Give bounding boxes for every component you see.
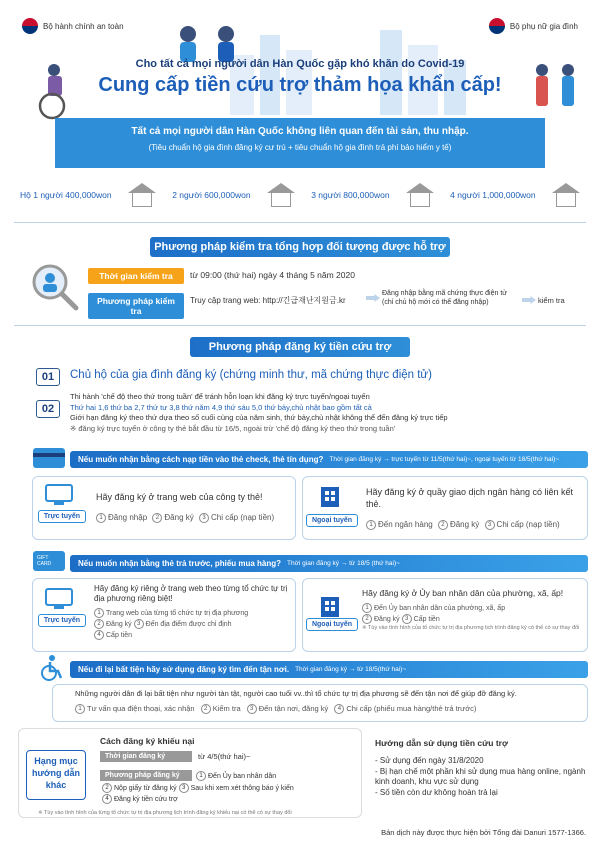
disabled-text: Những người dân đi lại bất tiện như người tàn tật, người cao tuổi vv..thì tổ chức tự trị địa phương sẽ đến tận nơi để giúp đỡ đăng ký. [75, 689, 517, 698]
register-section-title: Phương pháp đăng ký tiền cứu trợ [190, 337, 410, 357]
step: Đến ngân hàng [378, 520, 433, 530]
check-login-text: Đăng nhập bằng mã chứng thực điện tử [382, 290, 507, 297]
household-amounts [20, 175, 580, 215]
card-offline-label: Ngoại tuyến [306, 514, 358, 527]
card-band [70, 451, 588, 468]
disabled-band [70, 661, 588, 678]
step: Đến tận nơi, đăng ký [258, 704, 329, 713]
appeal-time-value: từ 4/5(thứ hai)~ [198, 752, 251, 761]
step: Đến Ủy ban nhân dân [208, 773, 277, 780]
list-item: - Số tiền còn dư không hoàn trả lại [375, 787, 498, 797]
gift-offline-steps: 1 Đến Ủy ban nhân dân của phường, xã, ấp 2 Đăng ký 3 Cấp tiền ※ Tùy vào tình hình của tổ chức tự trị địa phương lịch trình đăng ký có thể có sự thay đổi [362, 603, 584, 632]
disabled-band-title: Nếu đi lại bất tiện hãy sử dụng đăng ký tìm đến tận nơi. [78, 665, 290, 674]
divider [14, 222, 586, 223]
house-icon [406, 183, 434, 207]
disabled-steps: 1 Tư vấn qua điện thoại, xác nhận 2 Kiểm tra 3 Đến tận nơi, đăng ký 4 Chi cấp (phiếu mua hàng/thẻ trả trước) [75, 704, 476, 714]
check-method-value: Truy cập trang web: http://긴급재난지원금.kr [190, 296, 346, 305]
step: Đăng ký [449, 520, 480, 530]
appeal-method-label: Phương pháp đăng ký [100, 770, 192, 781]
step: Tư vấn qua điện thoại, xác nhận [87, 704, 195, 713]
divider [14, 325, 586, 326]
gift-offline-label: Ngoại tuyến [306, 618, 358, 631]
step: Sau khi xem xét thông báo ý kiến [190, 785, 294, 792]
eligibility-line1: Tất cả mọi người dân Hàn Quốc không liên quan đến tài sản, thu nhập. [131, 126, 469, 137]
svg-text:CARD: CARD [37, 561, 52, 567]
step: Chi cấp (nạp tiền) [210, 513, 275, 523]
step: Đăng nhập [108, 513, 148, 523]
check-time-label: Thời gian kiểm tra [88, 268, 184, 284]
right-org-name: Bộ phụ nữ gia đình [509, 21, 578, 31]
government-building-icon [318, 594, 342, 618]
check-section-title: Phương pháp kiểm tra tổng hợp đối tượng được hỗ trợ [150, 237, 450, 257]
step: Cấp tiền [106, 631, 133, 639]
household-2: 2 người 600,000won [172, 190, 251, 200]
step-number-02: 02 [36, 400, 60, 418]
step: Cấp tiền [413, 615, 440, 623]
usage-heading: Hướng dẫn sử dụng tiền cứu trợ [375, 738, 509, 748]
card-online-label: Trực tuyến [38, 510, 86, 523]
credit-card-icon [32, 447, 66, 469]
appeal-time-label: Thời gian đăng ký [100, 751, 192, 762]
household-4: 4 người 1,000,000won [450, 190, 536, 200]
card-band-title: Nếu muốn nhận bằng cách nạp tiền vào thẻ check, thẻ tín dụng? [78, 455, 324, 464]
check-method-label: Phương pháp kiểm tra [88, 293, 184, 319]
disabled-band-sub: Thời gian đăng ký → từ 18/5(thứ hai)~ [295, 666, 407, 673]
step: Chi cấp (phiếu mua hàng/thẻ trả trước) [346, 704, 477, 713]
svg-text:GIFT: GIFT [37, 555, 49, 561]
step: Đến địa điểm được chỉ định [145, 620, 232, 628]
check-login-note: (chỉ chủ hộ mới có thể đăng nhập) [382, 299, 489, 306]
step: Nộp giấy từ đăng ký [114, 785, 177, 792]
step: Đăng ký [106, 620, 132, 628]
government-emblem-icon [22, 18, 38, 34]
step: Trang web của từng tổ chức tự trị địa phương [106, 609, 249, 617]
left-org-logo [22, 18, 124, 34]
check-time-value: từ 09:00 (thứ hai) ngày 4 tháng 5 năm 2020 [190, 270, 355, 280]
gift-band-title: Nếu muốn nhận bằng thẻ trả trước, phiếu mua hàng? [78, 559, 282, 568]
register-item1: Chủ hộ của gia đình đăng ký (chứng minh thư, mã chứng thực điện tử) [70, 369, 432, 381]
register-item2-line4: ※ đăng ký trực tuyến ở công ty thẻ bắt đầu từ 16/5, ngoài trừ 'chế độ đăng ký theo thứ trong tuần' [70, 423, 396, 433]
card-online-text: Hãy đăng ký ở trang web của công ty thẻ! [96, 492, 263, 502]
step: Đăng ký [374, 615, 400, 623]
check-login-step [382, 289, 507, 307]
appeal-steps: 1 Đến Ủy ban nhân dân [196, 771, 276, 782]
register-item2-line2: Thứ hai 1,6 thứ ba 2,7 thứ tư 3,8 thứ năm 4,9 thứ sáu 5,0 thứ bảy,chủ nhật bao gồm tất cả [70, 402, 372, 412]
card-offline-text: Hãy đăng ký ở quầy giao dịch ngân hàng có liên kết thẻ. [366, 487, 574, 509]
household-3: 3 người 800,000won [311, 190, 390, 200]
register-item2-line3: Giới hạn đăng ký theo thứ dựa theo số cuối cùng của năm sinh, thứ bảy,chủ nhật không thể đến đăng ký trực tiếp [70, 413, 448, 422]
right-org-logo [489, 18, 578, 34]
hero-subtitle: Cho tất cả mọi người dân Hàn Quốc gặp khó khăn do Covid-19 [135, 58, 465, 70]
computer-icon [44, 484, 74, 506]
left-org-name: Bộ hành chính an toàn [43, 21, 124, 31]
list-item: - Sử dụng đến ngày 31/8/2020 [375, 756, 484, 765]
register-item2 [70, 392, 590, 434]
wheelchair-icon [38, 654, 66, 682]
gift-band [70, 555, 588, 572]
gift-online-label: Trực tuyến [38, 614, 86, 627]
house-icon [267, 183, 295, 207]
eligibility-line2: (Tiêu chuẩn hộ gia đình đăng ký cư trú + tiêu chuẩn hộ gia đình trả phí bảo hiểm y tế) [148, 143, 452, 152]
magnifier-person-icon [28, 262, 82, 312]
usage-list [375, 756, 587, 798]
card-band-sub: Thời gian đăng ký → trực tuyến từ 11/5(thứ hai)~, ngoại tuyến từ 18/5(thứ hai)~ [329, 456, 560, 463]
appeal-heading: Cách đăng ký khiếu nại [100, 736, 195, 746]
register-item2-line1: Thi hành 'chế độ theo thứ trong tuần' để tránh hỗn loạn khi đăng ký trực tuyến/ngoại tuyến [70, 392, 370, 401]
government-emblem-icon [489, 18, 505, 34]
hero-title: Cung cấp tiền cứu trợ thảm họa khẩn cấp! [98, 74, 502, 96]
gift-online-steps: 1 Trang web của từng tổ chức tự trị địa phương 2 Đăng ký 3 Đến địa điểm được chỉ định 4 Cấp tiền [94, 608, 290, 641]
house-icon [552, 183, 580, 207]
step: Kiểm tra [212, 704, 241, 713]
step: Đăng ký [164, 513, 194, 523]
step-number-01: 01 [36, 368, 60, 386]
hero [0, 58, 600, 97]
gift-card-icon [32, 550, 66, 572]
household-1: Hộ 1 người 400,000won [20, 190, 112, 200]
step: Chi cấp (nạp tiền) [496, 520, 560, 530]
check-final-step: kiểm tra [538, 296, 565, 305]
step: Đến Ủy ban nhân dân của phường, xã, ấp [374, 604, 506, 612]
list-item: - Bị hạn chế một phần khi sử dụng mua hàng online, ngành kinh doanh, khu vực sử dụng [375, 766, 586, 786]
other-guide-badge: Hạng mục hướng dẫn khác [26, 750, 86, 800]
gift-offline-text: Hãy đăng ký ở Ủy ban nhân dân của phường, xã, ấp! [362, 588, 564, 598]
gift-online-text: Hãy đăng ký riêng ở trang web theo từng tổ chức tự trị địa phương riêng biệt! [94, 584, 288, 603]
footer-credit: Bản dịch này được thực hiện bởi Tổng đài Danuri 1577-1366. [381, 828, 586, 837]
bank-building-icon [318, 484, 342, 508]
arrow-right-icon [366, 294, 380, 302]
appeal-note: ※ Tùy vào tình hình của từng tổ chức tự trị địa phương lịch trình đăng ký khiếu nại có thể có sự thay đổi [38, 810, 292, 816]
house-icon [128, 183, 156, 207]
step: Đăng ký tiền cứu trợ [114, 796, 178, 803]
appeal-steps-more: 2 Nộp giấy từ đăng ký 3 Sau khi xem xét thông báo ý kiến 4 Đăng ký tiền cứu trợ [102, 783, 294, 805]
eligibility-box [55, 118, 545, 168]
card-offline-steps: 1 Đến ngân hàng 2 Đăng ký 3 Chi cấp (nạp tiền) [366, 520, 560, 530]
arrow-right-icon [522, 296, 536, 304]
computer-icon [44, 588, 74, 610]
gift-band-sub: Thời gian đăng ký → từ 18/5 (thứ hai)~ [287, 560, 400, 567]
gift-offline-note: ※ Tùy vào tình hình của tổ chức tự trị địa phương lịch trình đăng ký có thể có sự thay đổi [362, 624, 580, 631]
card-online-steps: 1 Đăng nhập 2 Đăng ký 3 Chi cấp (nạp tiền) [96, 513, 274, 523]
